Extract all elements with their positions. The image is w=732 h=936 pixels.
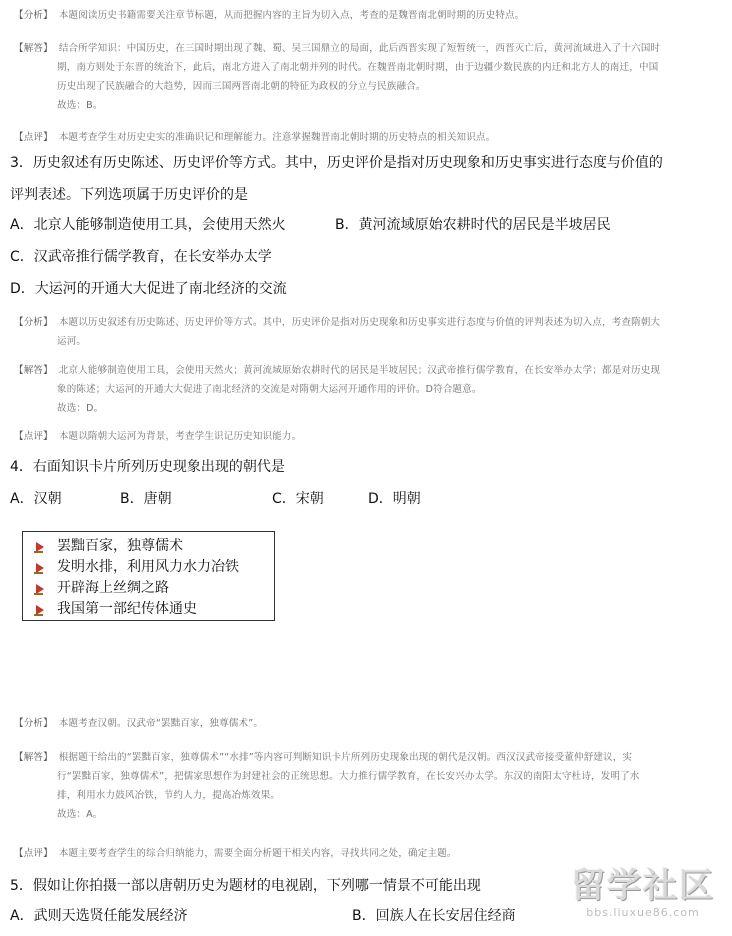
question-3-option-d: D．大运河的开通大大促进了南北经济的交流	[10, 281, 287, 297]
question-4-option-d: D．明朝	[368, 491, 421, 507]
knowledge-card	[22, 531, 275, 621]
analysis-note-3: 【分析】 本题考查汉朝。汉武帝“罢黜百家，独尊儒术”。	[14, 718, 264, 729]
answer-note-2: 【解答】 北京人能够制造使用工具，会使用天然火；黄河流域原始农耕时代的居民是半坡居民；汉武帝推行儒学教育，在长安举办太学；都是对历史现 象的陈述；大运河的开通大大促进了南北经济的交流是对隋朝大运河开通作用的评价。D符合题意。 故选：D。	[14, 365, 661, 414]
answer-note-3: 【解答】 根据题干给出的“罢黜百家，独尊儒术”“水排”等内容可判断知识卡片所列历史现象出现的朝代是汉朝。西汉汉武帝接受董仲舒建议，实 行“罢黜百家，独尊儒术”，把儒家思想作为封建社会的正统思想。大力推行儒学教育，在长安兴办太学。东汉的南阳太守杜诗，发明了水 排，利用水力鼓风冶铁，节约人力，提高冶炼效果。 故选：A。	[14, 752, 640, 820]
comment-note-3: 【点评】 本题主要考查学生的综合归纳能力，需要全面分析题干相关内容，寻找共同之处，确定主题。	[14, 848, 457, 859]
analysis-note-1: 【分析】 本题阅读历史书籍需要关注章节标题，从而把握内容的主旨为切入点，考查的是魏晋南北朝时期的历史特点。	[14, 10, 525, 21]
comment-note-2: 【点评】 本题以隋朝大运河为背景，考查学生识记历史知识能力。	[14, 431, 302, 442]
card-item: 开辟海上丝绸之路	[33, 578, 274, 599]
question-5-option-a: A．武则天选贤任能发展经济	[10, 908, 188, 924]
arrow-bullet-icon	[33, 582, 47, 596]
question-5-stem: 5．假如让你拍摄一部以唐朝历史为题材的电视剧，下列哪一情景不可能出现	[10, 878, 481, 894]
analysis-note-2: 【分析】 本题以历史叙述有历史陈述、历史评价等方式。其中，历史评价是指对历史现象和历史事实进行态度与价值的评判表述为切入点，考查隋朝大 运河。	[14, 317, 661, 347]
card-item: 罢黜百家，独尊儒术	[33, 536, 274, 557]
question-4-option-b: B．唐朝	[120, 491, 172, 507]
question-4-stem: 4．右面知识卡片所列历史现象出现的朝代是	[10, 459, 285, 475]
comment-note-1: 【点评】 本题考查学生对历史史实的准确识记和理解能力。注意掌握魏晋南北朝时期的历史特点的相关知识点。	[14, 132, 496, 143]
question-4-option-c: C．宋朝	[272, 491, 324, 507]
question-3-option-a: A．北京人能够制造使用工具，会使用天然火	[10, 217, 286, 233]
arrow-bullet-icon	[33, 540, 47, 554]
question-3-option-b: B．黄河流域原始农耕时代的居民是半坡居民	[335, 217, 611, 233]
watermark-title: 留学社区	[571, 866, 715, 906]
question-3-stem-line-1: 3．历史叙述有历史陈述、历史评价等方式。其中，历史评价是指对历史现象和历史事实进行态度与价值的	[10, 155, 663, 171]
question-3-stem-line-2: 评判表述。下列选项属于历史评价的是	[10, 187, 248, 203]
card-item: 我国第一部纪传体通史	[33, 599, 274, 620]
question-4-option-a: A．汉朝	[10, 491, 62, 507]
arrow-bullet-icon	[33, 603, 47, 617]
question-5-option-b: B．回族人在长安居住经商	[352, 908, 516, 924]
site-watermark	[568, 866, 718, 928]
arrow-bullet-icon	[33, 561, 47, 575]
card-item: 发明水排，利用风力水力冶铁	[33, 557, 274, 578]
watermark-url: bbs.liuxue86.com	[586, 906, 700, 919]
answer-note-1: 【解答】 结合所学知识：中国历史，在三国时期出现了魏、蜀、吴三国鼎立的局面，此后西晋实现了短暂统一，西晋灭亡后，黄河流域进入了十六国时 期，南方则处于东晋的统治下，此后，南北方进入了南北朝并列的时代。在魏晋南北朝时期，由于边疆少数民族的内迁和北方人的南迁，中国 历史出现了民族融合的大趋势，因而三国两晋南北朝的特征为政权的分立与民族融合。 故选：B。	[14, 43, 661, 111]
question-3-option-c: C．汉武帝推行儒学教育，在长安举办太学	[10, 249, 272, 265]
